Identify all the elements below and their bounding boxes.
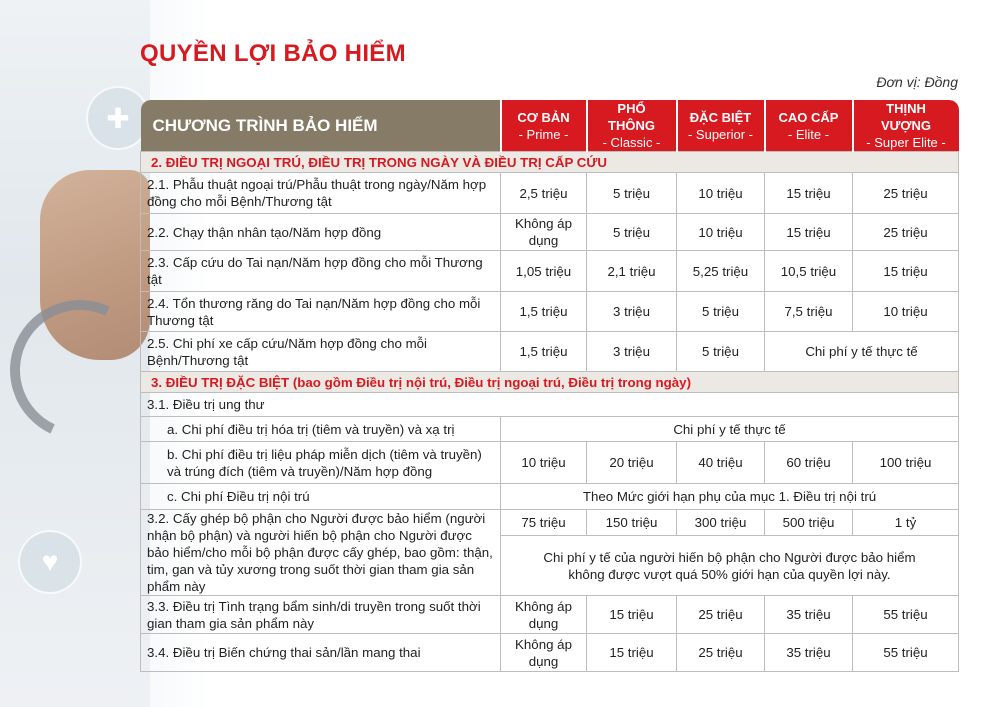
row-label: 3.4. Điều trị Biến chứng thai sản/lần mang thai [141,634,501,672]
row-label: 3.2. Cấy ghép bộ phận cho Người được bảo hiểm (người nhận bộ phận) và người hiến bộ phận cho Người được bảo hiểm/cho mỗi bộ phận được cấy ghép, bao gồm: thận, tim, gan và tủy xương trong suốt thời gian tham gia sản phẩm này [141,510,501,596]
cell-value: 5 triệu [677,332,765,372]
table-row [141,634,959,672]
cell-value: 500 triệu [765,510,853,536]
row-label: 3.3. Điều trị Tình trạng bẩm sinh/di truyền trong suốt thời gian tham gia sản phẩm này [141,596,501,634]
cell-value: 25 triệu [677,596,765,634]
row-label: 2.2. Chạy thận nhân tạo/Năm hợp đồng [141,214,501,251]
cell-merged: Chi phí y tế của người hiến bộ phận cho Người được bảo hiểm không được vượt quá 50% giới hạn của quyền lợi này. [501,536,959,596]
cell-value: 1 tỷ [853,510,959,536]
cell-value: 3 triệu [587,332,677,372]
benefits-table [140,100,959,672]
header-plan-super-elite: THỊNH VƯỢNG - Super Elite - [853,100,959,152]
cell-value: 5 triệu [587,214,677,251]
header-plan-classic: PHỔ THÔNG - Classic - [587,100,677,152]
cell-value: 15 triệu [853,251,959,292]
cell-value: 1,5 triệu [501,292,587,332]
row-label: b. Chi phí điều trị liệu pháp miễn dịch (tiêm và truyền) và trúng đích (tiêm và truyền)/Năm hợp đồng [141,442,501,484]
cell-value: 5,25 triệu [677,251,765,292]
cell-value: 25 triệu [677,634,765,672]
cell-value: 15 triệu [765,173,853,214]
table-row [141,484,959,510]
cell-value: 20 triệu [587,442,677,484]
table-row [141,251,959,292]
table-row [141,173,959,214]
cell-value: 35 triệu [765,596,853,634]
cell-value: 10 triệu [677,173,765,214]
cell-merged: Chi phí y tế thực tế [765,332,959,372]
cell-merged: Chi phí y tế thực tế [501,417,959,442]
unit-note: Đơn vị: Đồng [876,74,958,90]
row-label: 2.3. Cấp cứu do Tai nạn/Năm hợp đồng cho mỗi Thương tật [141,251,501,292]
heart-pulse-icon: ♥ [18,530,82,594]
cell-value: 100 triệu [853,442,959,484]
row-label: 2.5. Chi phí xe cấp cứu/Năm hợp đồng cho mỗi Bệnh/Thương tật [141,332,501,372]
cell-value: 300 triệu [677,510,765,536]
cell-value: Không áp dụng [501,634,587,672]
table-row [141,417,959,442]
cell-value: 3 triệu [587,292,677,332]
section-title-3: 3. ĐIỀU TRỊ ĐẶC BIỆT (bao gồm Điều trị nội trú, Điều trị ngoại trú, Điều trị trong ngày) [141,372,959,393]
cell-value: 7,5 triệu [765,292,853,332]
cell-value: 10 triệu [677,214,765,251]
table-row [141,214,959,251]
cell-value: 75 triệu [501,510,587,536]
cell-value: 55 triệu [853,596,959,634]
table-row [141,510,959,536]
cell-value: 15 triệu [765,214,853,251]
row-label: 2.1. Phẫu thuật ngoại trú/Phẫu thuật trong ngày/Năm hợp đồng cho mỗi Bệnh/Thương tật [141,173,501,214]
cell-value: 10 triệu [501,442,587,484]
cell-value: 15 triệu [587,634,677,672]
header-plan-superior: ĐẶC BIỆT - Superior - [677,100,765,152]
cell-value: 35 triệu [765,634,853,672]
section-title-2: 2. ĐIỀU TRỊ NGOẠI TRÚ, ĐIỀU TRỊ TRONG NGÀY VÀ ĐIỀU TRỊ CẤP CỨU [141,152,959,173]
table-header [141,100,959,152]
cell-value: Không áp dụng [501,596,587,634]
cell-value: 25 triệu [853,214,959,251]
cell-value: 15 triệu [587,596,677,634]
row-label: 2.4. Tổn thương răng do Tai nạn/Năm hợp đồng cho mỗi Thương tật [141,292,501,332]
cell-value: 10 triệu [853,292,959,332]
cell-value: 60 triệu [765,442,853,484]
table-row [141,393,959,417]
cell-value: 5 triệu [677,292,765,332]
cell-value: 1,5 triệu [501,332,587,372]
header-plan-prime: CƠ BẢN - Prime - [501,100,587,152]
cell-value: 2,1 triệu [587,251,677,292]
cell-value: Không áp dụng [501,214,587,251]
cell-value: 25 triệu [853,173,959,214]
cell-value: 2,5 triệu [501,173,587,214]
table-row [141,292,959,332]
cell-value: 10,5 triệu [765,251,853,292]
page-title: QUYỀN LỢI BẢO HIỂM [140,40,406,67]
section-row [141,152,959,173]
cell-value: 1,05 triệu [501,251,587,292]
header-program: CHƯƠNG TRÌNH BẢO HIỂM [141,100,501,152]
table-row [141,442,959,484]
row-label: a. Chi phí điều trị hóa trị (tiêm và truyền) và xạ trị [141,417,501,442]
cell-merged: Theo Mức giới hạn phụ của mục 1. Điều trị nội trú [501,484,959,510]
table-row [141,332,959,372]
cell-value: 40 triệu [677,442,765,484]
table-row [141,596,959,634]
cell-value: 55 triệu [853,634,959,672]
header-plan-elite: CAO CẤP - Elite - [765,100,853,152]
row-label: c. Chi phí Điều trị nội trú [141,484,501,510]
cell-value: 150 triệu [587,510,677,536]
row-label: 3.1. Điều trị ung thư [141,393,959,417]
medical-cross-icon: ✚ [86,86,150,150]
section-row [141,372,959,393]
cell-value: 5 triệu [587,173,677,214]
